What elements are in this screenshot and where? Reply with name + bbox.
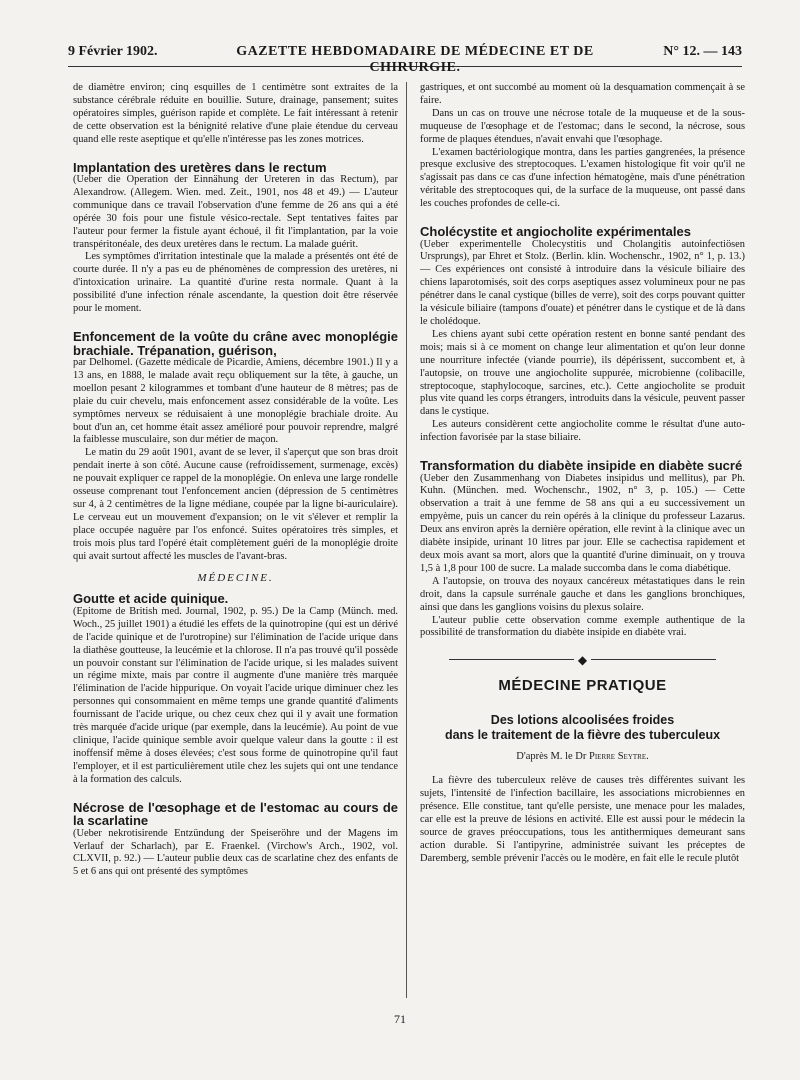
article-body: Les chiens ayant subi cette opération restent en bonne santé pendant des mois; mais si à ce moment on change leur alimentation et qu'on leur donne une nourriture infectée (viande pourrie), ils dépérissent, succombent et, à l'autopsie, on trouve une angiocholite suppurée, microbienne (colibacille, streptocoque, staphylocoque, sarcines, etc.). Cette angiocholite se produit plus vite quand les corps étrangers, introduits dans la vésicule, peuvent passer dans le cystique. [420, 328, 745, 418]
continued-paragraph: de diamètre environ; cinq esquilles de 1 centimètre sont extraites de la substance cérébrale réduite en bouillie. Suture, drainage, pansement; suites opératoires simples, guérison rapide et complète. Le fait intéressant à retenir de cette observation est la bénignité relative d'une plaie étendue du cerveau quand elle reste aseptique et qu'elle n'intéresse pas les zones motrices. [73, 82, 398, 145]
section-heading-medecine-pratique: MÉDECINE PRATIQUE [498, 676, 667, 694]
article-body: Les auteurs considèrent cette angiocholite comme le résultat d'une auto-infection favorisée par la stase biliaire. [420, 419, 745, 444]
article-title-lotions-line1: Des lotions alcoolisées froides [490, 712, 675, 727]
article-body: (Ueber nekrotisirende Entzündung der Speiseröhre und der Magens im Verlauf der Scharlach), par E. Fraenkel. (Virchow's Arch., 1902, vol. CLXVII, p. 92.) — L'auteur publie deux cas de scarlatine chez des enfants de 5 et 6 ans qui ont présenté des symptômes [73, 827, 398, 878]
column-divider [406, 82, 407, 998]
continued-paragraph: gastriques, et ont succombé au moment où la desquamation commençait à se faire. [420, 82, 745, 106]
article-title-uretères: Implantation des uretères dans le rectum [73, 159, 327, 175]
article-body: (Ueber experimentelle Cholecystitis und Cholangitis autoinfectiösen Ursprungs), par Ehret et Stolz. (Berlin. klin. Wochenschr., 1902, n° 1, p. 13.) — Ces expériences ont consisté à introduire dans la vésicule biliaire des chiens laparotomisés, soit des corps aseptiques assez volumineux pour ne pas pénétrer dans le canal cystique (billes de verre), soit des corps pouvant quitter la vésicule biliaire (tampons d'ouate) et pénétrer dans le cystique et de là dans le cholédoque. [420, 238, 745, 327]
article-title-goutte: Goutte et acide quinique. [73, 591, 229, 607]
article-byline [420, 751, 745, 764]
article-body: L'examen bactériologique montra, dans les parties gangrenées, la présence presque exclusive des streptocoques. L'examen histologique fit voir qu'il ne s'agissait pas dans ce cas d'une infection hématogène, mais d'une pénétration véritable des streptocoques qui, de la surface de la muqueuse, ont passé dans les couches profondes de celle-ci. [420, 146, 745, 210]
right-column [420, 82, 745, 866]
page-number: 71 [394, 1012, 406, 1026]
left-column [73, 82, 398, 879]
article-body: (Epitome de British med. Journal, 1902, p. 95.) De la Camp (Münch. med. Woch., 25 juillet 1901) a étudié les effets de la quinotropine (qui est un dérivé de l'acide quinique et de l'urotropine) sur l'élimination de l'acide urique dans la diathèse goutteuse, la leucémie et la chlorose. Il n'a pas trouvé qu'il possède un pouvoir constant sur l'élimination de l'acide urique, si les malades suivent un régime mixte, mais par contre il augmente d'une manière très marquée l'élimination de l'acide hippurique. On voyait l'acide urique diminuer chez les personnes qui consommaient en même temps une grande quantité d'aliments fournissant de l'acide urique, ou chez ceux chez qui il y avait une formation très marquée d'acide urique (par exemple, dans la leucémie). Au point de vue clinique, l'acide quinique semble avoir quelque valeur dans la goutte : il est inoffensif même à doses élevées; c'est sous forme de quinotropine qu'il faut l'employer, et il est particulièrement utile chez les sujets qui ont une tendance à la formation des calculs. [73, 605, 398, 785]
article-body: La fièvre des tuberculeux relève de causes très différentes suivant les sujets, l'intensité de l'infection bacillaire, les associations microbiennes en présence. Elle constitue, tant qu'elle persiste, une menace pour les malades, car elle est la preuve de lésions en activité. Elle est aussi pour le médecin la source de graves préoccupations, tous les antithermiques demeurant sans action durable. Si l'antipyrine, administrée suivant les préceptes de Daremberg, semble prévenir l'accès ou le modère, en fait elle le recule plutôt [420, 775, 745, 864]
article-body: Dans un cas on trouve une nécrose totale de la muqueuse et de la sous-muqueuse de l'œsophage et de l'estomac; dans le second, la nécrose, sous forme de plaques étendues, n'avait envahi que l'œsophage. [420, 107, 745, 145]
diamond-ornament-icon: ◆ [577, 652, 588, 667]
article-title-diabete: Transformation du diabète insipide en diabète sucré [420, 458, 743, 474]
section-label-medecine: MÉDECINE. [197, 571, 274, 584]
article-title-cholecystite: Cholécystite et angiocholite expérimentales [420, 224, 691, 240]
header-journal-title: GAZETTE HEBDOMADAIRE DE MÉDECINE ET DE CHIRURGIE. [236, 44, 594, 75]
article-title-lotions-line2: dans le traitement de la fièvre des tuberculeux [444, 727, 721, 742]
article-body: par Delhomel. (Gazette médicale de Picardie, Amiens, décembre 1901.) Il y a 13 ans, en 1888, le malade avait reçu obliquement sur la tête, à gauche, un moellon pesant 2 kilogrammes et tombant d'une hauteur de 8 mètres; pas de plaie du cuir chevelu, mais enfoncement assez considérable de la voûte. Les symptômes nerveux se réduisaient à une monoplégie brachiale droite. Au bout d'un an, cet homme était assez amélioré pour pouvoir reprendre, malgré la faiblesse musculaire, son dur métier de maçon. [73, 357, 398, 446]
article-body: (Ueber die Operation der Einnähung der Ureteren in das Rectum), par Alexandrow. (Allegem. Wien. med. Zeit., 1901, nos 48 et 49.) — L'auteur communique dans ce travail l'observation d'une femme de 26 ans qui a été opérée 30 fois pour une fistule vésico-rectale. Sept tentatives faites par l'auteur pour fermer la fistule ayant échoué, il fit l'implantation, par la voie transpéritonéale, des deux uretères dans le rectum. La malade guérit. [73, 174, 398, 250]
header-date: 9 Février 1902. [68, 44, 158, 59]
byline-prefix: D'après M. le Dr [516, 750, 587, 762]
article-body: L'auteur publie cette observation comme exemple authentique de la possibilité de transformation du diabète insipide en diabète vrai. [420, 614, 745, 639]
section-ornament [420, 652, 745, 665]
article-title-necrose: Nécrose de l'œsophage et de l'estomac au cours de la scarlatine [73, 799, 398, 829]
article-title-crane: Enfoncement de la voûte du crâne avec monoplégie brachiale. Trépanation, guérison, [73, 329, 398, 358]
byline-author: Pierre Seytre. [589, 750, 649, 762]
running-header [68, 44, 742, 75]
article-body: Les symptômes d'irritation intestinale que la malade a présentés ont été de courte durée. Il n'y a pas eu de phénomènes de compression des uretères, ni d'intoxication urinaire. La quantité d'urine resta normale. Quant à la possibilité d'une infection rénale ascendante, la question doit être réservée pour le moment. [73, 251, 398, 315]
header-issue-number: N° 12. — 143 [663, 44, 742, 59]
article-body: (Ueber den Zusammenhang von Diabetes insipidus und mellitus), par Ph. Kuhn. (München. med. Wochenschr., 1902, n° 3, p. 105.) — Cette observation a trait à une femme de 58 ans qui a eu successivement un empyème, puis un cancer du rein opérés à la clinique du professeur Lazarus. Deux ans environ après la dernière opération, elle revint à la clinique avec un diabète insipide, urinant 10 litres par jour. Elle se cachectisa rapidement et deux mois avant sa mort, alors que la quantité d'urine diminuait, on y trouva 1,5 à 1,8 pour 100 de sucre. La malade succomba dans le coma diabétique. [420, 472, 745, 574]
article-body: Le matin du 29 août 1901, avant de se lever, il s'aperçut que son bras droit pendait inerte à son côté. Aucune cause (refroidissement, surmenage, excès) ne pouvait expliquer ce rappel de la monoplégie. On enleva une large rondelle osseuse comprenant tout l'enfoncement ancien (dépression de 5 centimètres sur 4, à 2 centimètres de la ligne médiane, coupée par la ligne bi-auriculaire). Le cerveau eut un mouvement d'expansion; on le vit s'élever et remplir la place occupée naguère par l'os enfoncé. Suites opératoires très simples, et trois mois plus tard l'opéré était complètement guéri de la monoplégie droite qui avait surtout affecté les muscles de l'avant-bras. [73, 447, 398, 562]
article-body: A l'autopsie, on trouva des noyaux cancéreux métastatiques dans le rein droit, dans la capsule surrénale gauche et dans les ganglions bronchiques, ainsi que dans les ganglions voisins du plexus solaire. [420, 575, 745, 613]
